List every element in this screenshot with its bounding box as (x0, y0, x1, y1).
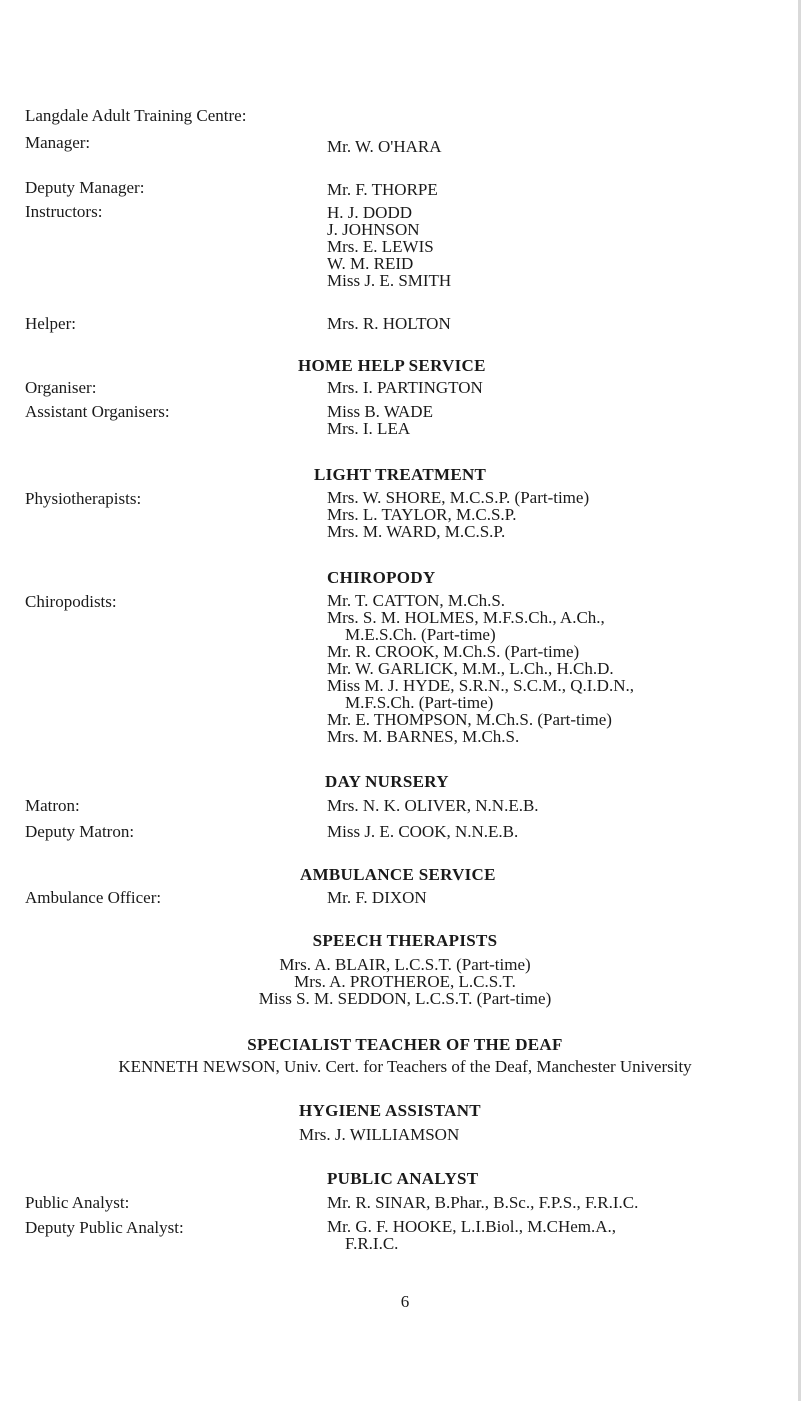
chiropodist-line: Miss M. J. HYDE, S.R.N., S.C.M., Q.I.D.N., (327, 676, 634, 695)
manager-name: Mr. W. O'HARA (327, 137, 442, 156)
assistant-organiser-item: Mrs. I. LEA (327, 419, 411, 438)
chiropodist-line: M.F.S.Ch. (Part-time) (345, 693, 494, 712)
hygiene-heading: HYGIENE ASSISTANT (299, 1101, 481, 1120)
instructor-item: H. J. DODD (327, 203, 412, 222)
chiropodist-line: Mr. R. CROOK, M.Ch.S. (Part-time) (327, 642, 580, 661)
helper-label: Helper: (25, 314, 76, 333)
instructor-item: W. M. REID (327, 254, 414, 273)
chiropodists-label: Chiropodists: (25, 592, 117, 611)
speech-therapist-item: Mrs. A. BLAIR, L.C.S.T. (Part-time) (279, 955, 531, 974)
deputy-matron-name: Miss J. E. COOK, N.N.E.B. (327, 822, 519, 841)
instructors-label: Instructors: (25, 202, 103, 221)
deaf-teacher-name: KENNETH NEWSON, Univ. Cert. for Teachers of the Deaf, Manchester University (118, 1057, 692, 1076)
deputy-matron-label: Deputy Matron: (25, 822, 135, 841)
assistant-organiser-item: Miss B. WADE (327, 402, 433, 421)
physiotherapist-item: Mrs. W. SHORE, M.C.S.P. (Part-time) (327, 488, 590, 507)
matron-name: Mrs. N. K. OLIVER, N.N.E.B. (327, 796, 539, 815)
chiropodist-line: Mr. W. GARLICK, M.M., L.Ch., H.Ch.D. (327, 659, 614, 678)
chiropodist-line: Mrs. M. BARNES, M.Ch.S. (327, 727, 520, 746)
ambulance-officer-label: Ambulance Officer: (25, 888, 162, 907)
home-help-heading: HOME HELP SERVICE (298, 356, 486, 375)
physiotherapist-item: Mrs. M. WARD, M.C.S.P. (327, 522, 506, 541)
public-analyst-heading: PUBLIC ANALYST (327, 1169, 479, 1188)
speech-therapist-item: Mrs. A. PROTHEROE, L.C.S.T. (294, 972, 516, 991)
helper-name: Mrs. R. HOLTON (327, 314, 451, 333)
day-nursery-heading: DAY NURSERY (325, 772, 449, 791)
speech-therapist-item: Miss S. M. SEDDON, L.C.S.T. (Part-time) (258, 989, 552, 1008)
light-treatment-heading: LIGHT TREATMENT (314, 465, 487, 484)
physiotherapists-label: Physiotherapists: (25, 489, 142, 508)
speech-therapists-heading: SPEECH THERAPISTS (312, 931, 498, 950)
chiropodist-line: Mr. T. CATTON, M.Ch.S. (327, 591, 506, 610)
deputy-public-analyst-line: Mr. G. F. HOOKE, L.I.Biol., M.CHem.A., (327, 1217, 617, 1236)
chiropodist-line: Mrs. S. M. HOLMES, M.F.S.Ch., A.Ch., (327, 608, 605, 627)
ambulance-officer-name: Mr. F. DIXON (327, 888, 427, 907)
chiropody-heading: CHIROPODY (327, 568, 436, 587)
assistant-organisers-label: Assistant Organisers: (25, 402, 170, 421)
deputy-manager-label: Deputy Manager: (25, 178, 145, 197)
hygiene-assistant-name: Mrs. J. WILLIAMSON (299, 1125, 460, 1144)
chiropodist-line: Mr. E. THOMPSON, M.Ch.S. (Part-time) (327, 710, 612, 729)
deputy-manager-name: Mr. F. THORPE (327, 180, 438, 199)
instructor-item: J. JOHNSON (327, 220, 420, 239)
matron-label: Matron: (25, 796, 80, 815)
deaf-teacher-heading: SPECIALIST TEACHER OF THE DEAF (247, 1035, 563, 1054)
public-analyst-label: Public Analyst: (25, 1193, 130, 1212)
ambulance-heading: AMBULANCE SERVICE (300, 865, 496, 884)
physiotherapist-item: Mrs. L. TAYLOR, M.C.S.P. (327, 505, 517, 524)
centre-title: Langdale Adult Training Centre: (25, 106, 247, 125)
organiser-name: Mrs. I. PARTINGTON (327, 378, 483, 397)
public-analyst-name: Mr. R. SINAR, B.Phar., B.Sc., F.P.S., F.R.I.C. (327, 1193, 639, 1212)
manager-label: Manager: (25, 133, 91, 152)
deputy-public-analyst-label: Deputy Public Analyst: (25, 1218, 184, 1237)
page-number: 6 (400, 1292, 410, 1311)
instructor-item: Mrs. E. LEWIS (327, 237, 434, 256)
deputy-public-analyst-line: F.R.I.C. (345, 1234, 399, 1253)
instructor-item: Miss J. E. SMITH (327, 271, 452, 290)
chiropodist-line: M.E.S.Ch. (Part-time) (345, 625, 496, 644)
organiser-label: Organiser: (25, 378, 97, 397)
